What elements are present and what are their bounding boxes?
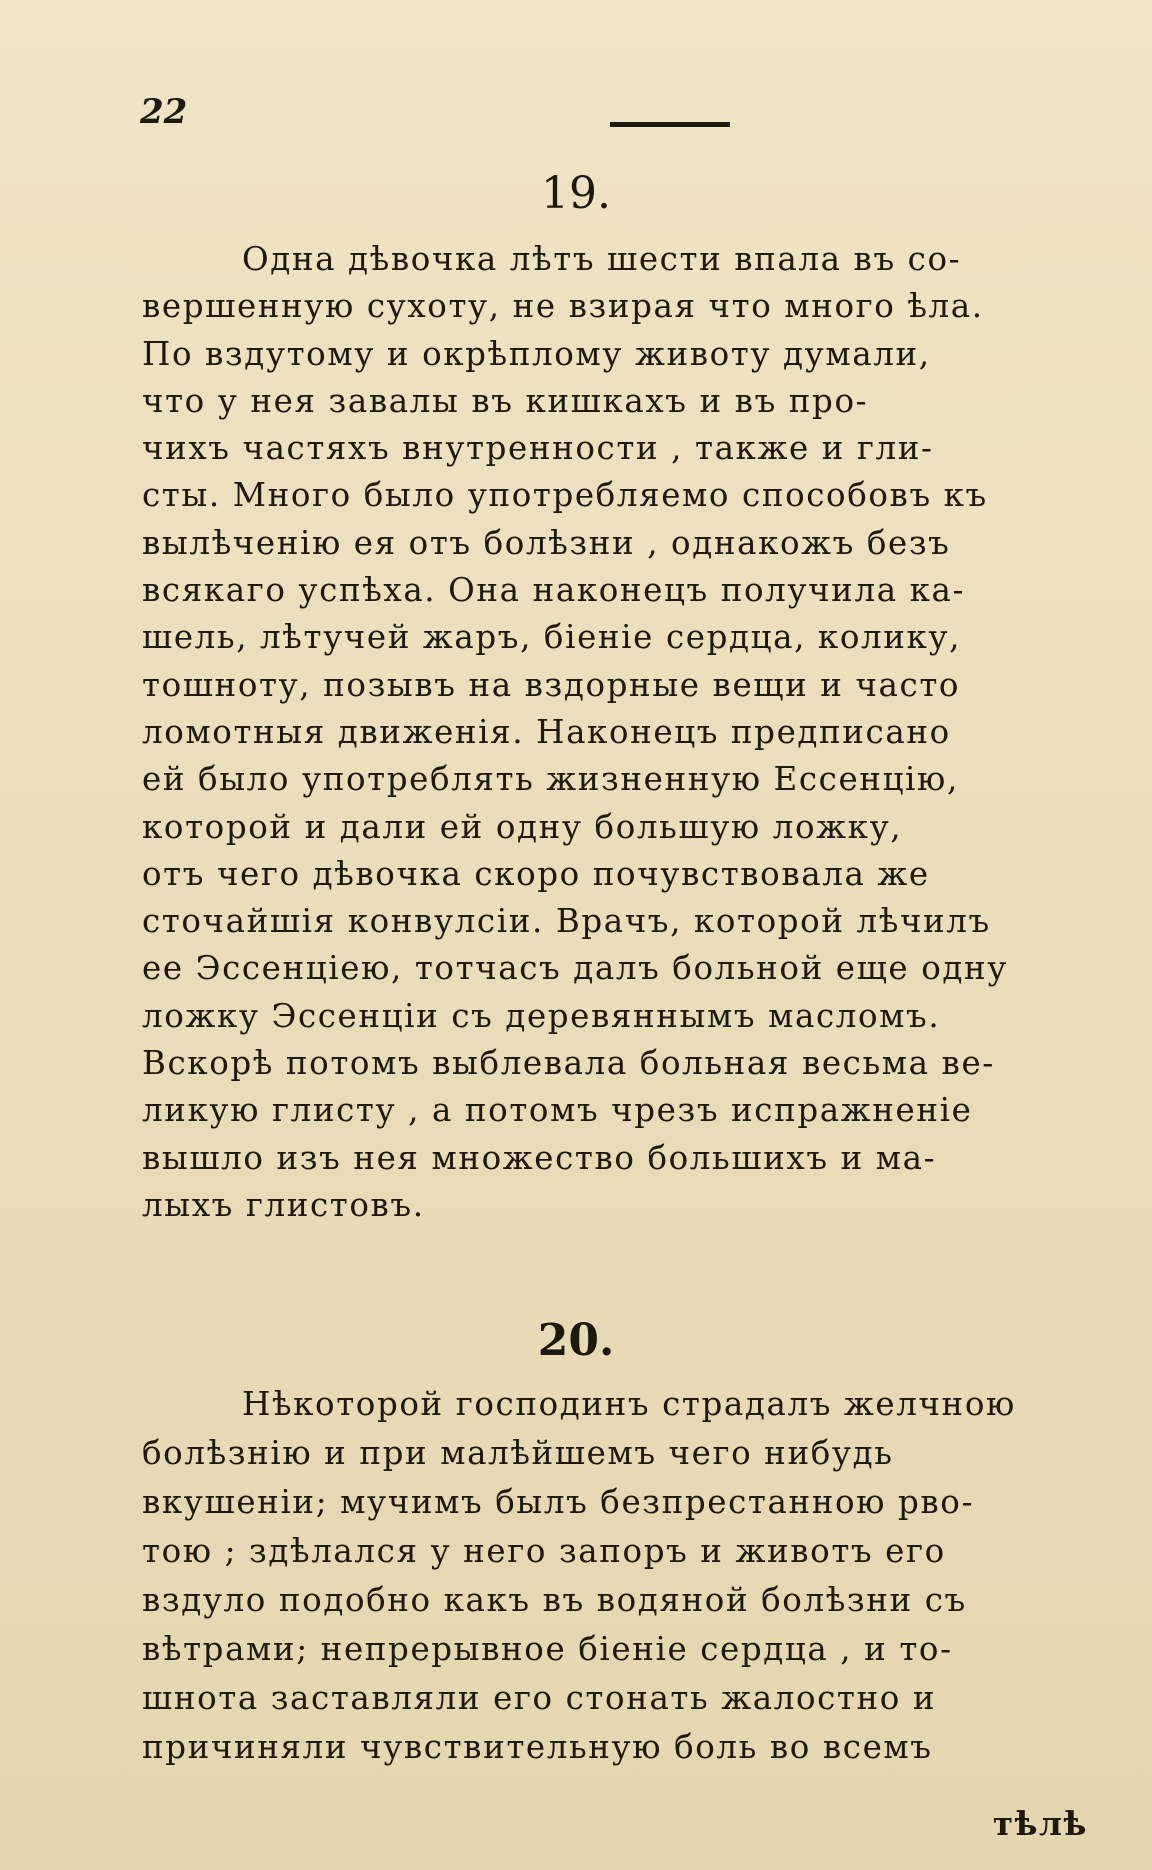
text-line: вѣтрами; непрерывное біеніе сердца , и то- — [142, 1630, 953, 1668]
text-line: лыхъ глистовъ. — [142, 1185, 425, 1224]
text-line: тошноту, позывъ на вздорные вещи и часто — [142, 665, 961, 704]
text-line: вершенную сухоту, не взирая что много ѣла. — [142, 287, 984, 326]
text-line: Нѣкоторой господинъ страдалъ желчною — [242, 1385, 1016, 1423]
text-line: вздуло подобно какъ въ водяной болѣзни съ — [142, 1581, 967, 1619]
text-line: ломотныя движенія. Наконецъ предписано — [142, 712, 951, 751]
text-line: ликую глисту , а потомъ чрезъ испражненіе — [142, 1091, 973, 1130]
text-line: вышло изъ нея множество большихъ и ма- — [142, 1138, 937, 1177]
header-rule — [610, 122, 730, 127]
text-line: сточайшія конвулсіи. Врачъ, которой лѣчилъ — [142, 902, 991, 941]
text-line: шель, лѣтучей жаръ, біеніе сердца, колику, — [142, 618, 962, 657]
text-line: всякаго успѣха. Она наконецъ получила ка- — [142, 571, 966, 610]
text-line: ей было употреблять жизненную Ессенцію, — [142, 760, 959, 799]
catchword: тѣлѣ — [992, 1804, 1088, 1843]
text-line: болѣзнію и при малѣйшемъ чего нибудь — [142, 1434, 894, 1472]
text-line: вылѣченію ея отъ болѣзни , однакожъ безъ — [142, 523, 951, 562]
page-number: 22 — [140, 92, 188, 132]
text-line: которой и дали ей одну большую ложку, — [142, 807, 903, 846]
text-line: шнота заставляли его стонать жалостно и — [142, 1679, 937, 1717]
section-body — [142, 236, 1008, 1229]
text-line: ложку Эссенціи съ деревяннымъ масломъ. — [142, 996, 941, 1035]
text-line: отъ чего дѣвочка скоро почувствовала же — [142, 854, 930, 893]
text-line: ее Эссенціею, тотчасъ далъ больной еще одну — [142, 949, 1008, 988]
text-line: Вскорѣ потомъ выблевала больная весьма ве- — [142, 1044, 995, 1083]
text-line: сты. Много было употребляемо способовъ къ — [142, 476, 988, 515]
text-line: По вздутому и окрѣплому животу думали, — [142, 334, 931, 373]
text-line: причиняли чувствительную боль во всемъ — [142, 1728, 933, 1766]
text-line: вкушеніи; мучимъ былъ безпрестанною рво- — [142, 1483, 975, 1521]
text-line: Одна дѣвочка лѣтъ шести впала въ со- — [242, 240, 962, 278]
text-line: тою ; здѣлался у него запоръ и животъ его — [142, 1532, 946, 1570]
text-line: что у нея завалы въ кишкахъ и въ про- — [142, 381, 869, 420]
section-number: 19. — [541, 168, 611, 219]
section-body — [142, 1380, 1016, 1772]
text-line: чихъ частяхъ внутренности , также и гли- — [142, 429, 934, 468]
section-number: 20. — [537, 1315, 615, 1366]
